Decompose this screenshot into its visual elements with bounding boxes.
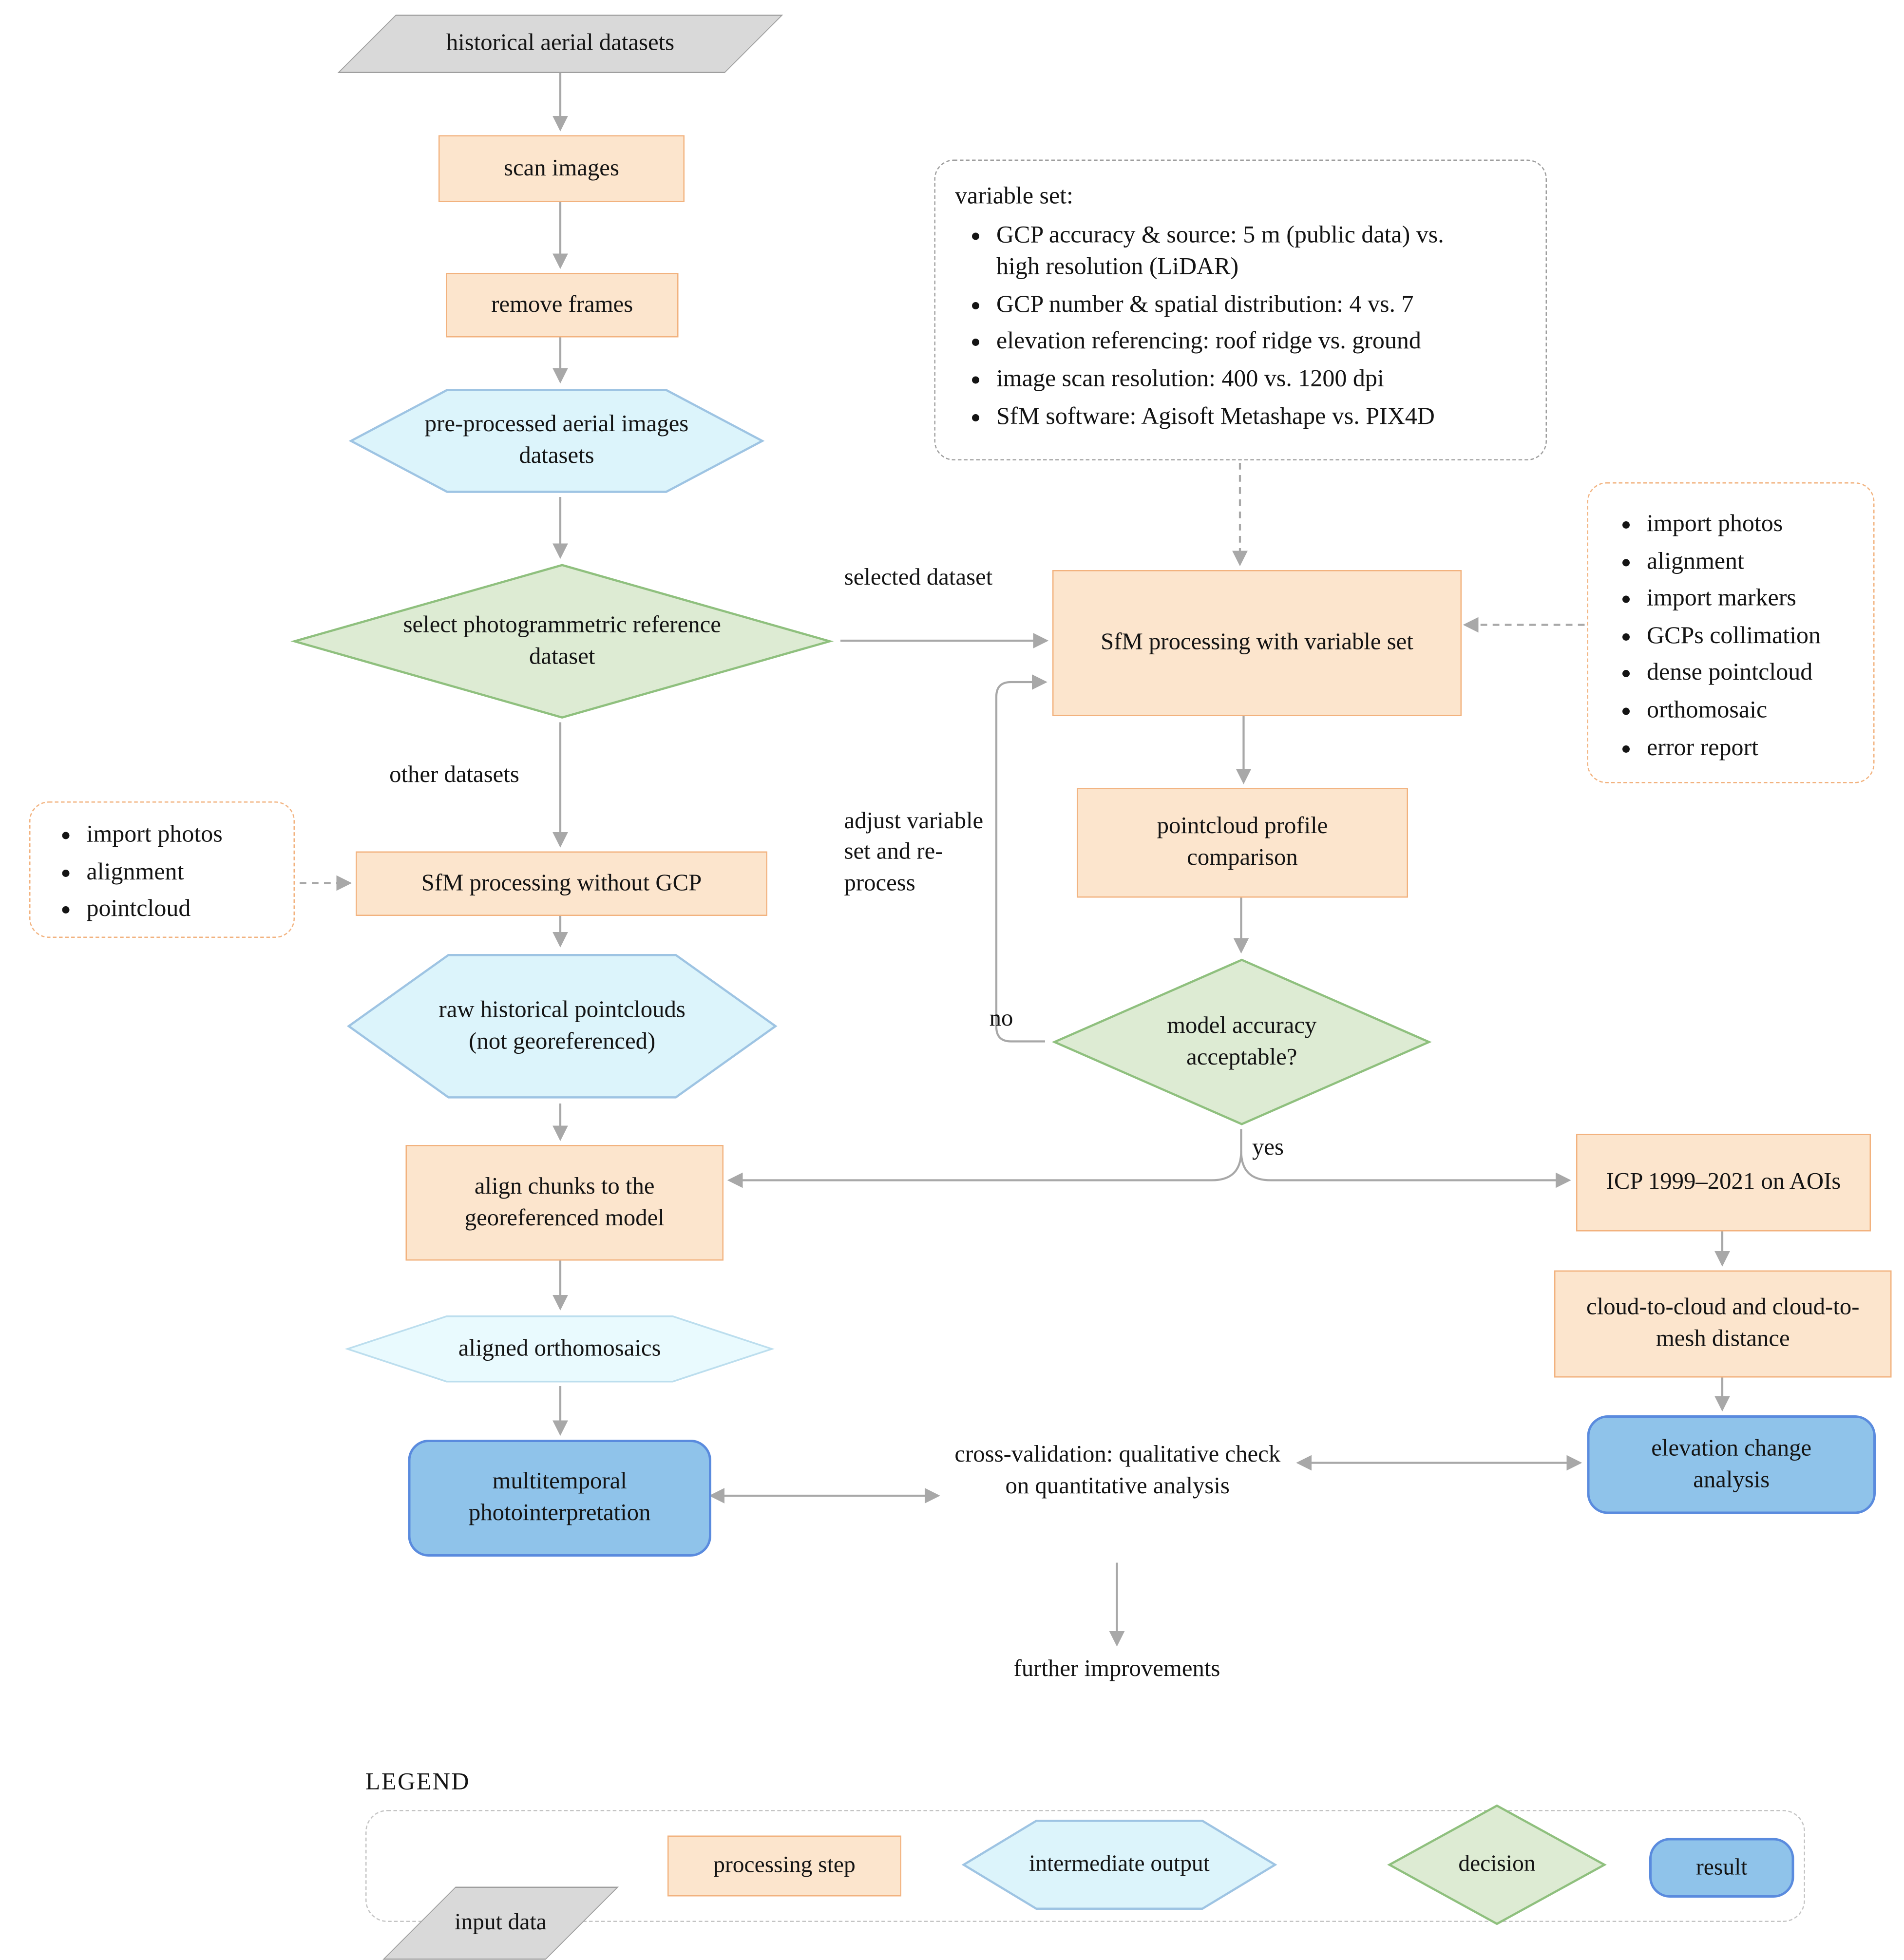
variable-set-list: [955, 219, 1492, 433]
node-label: cloud-to-cloud and cloud-to-mesh distance: [1586, 1295, 1860, 1352]
legend-item-intermediate-output: [960, 1819, 1279, 1911]
edge-label-adjust-variable-set: adjust variable set and re-process: [844, 809, 984, 896]
bullet-item: • alignment: [84, 856, 286, 888]
node-label: scan images: [504, 155, 619, 181]
node-decision-model-accuracy: [1049, 957, 1435, 1127]
variable-set-title: variable set:: [955, 183, 1073, 209]
sfm-steps-full-list: [1605, 508, 1864, 764]
bullet-item: • pointcloud: [84, 893, 286, 925]
node-process-align-chunks: [406, 1145, 724, 1261]
bullet-item: • GCPs collimation: [1644, 620, 1864, 652]
node-result-elevation-change: [1587, 1415, 1876, 1514]
node-process-remove-frames: [446, 273, 679, 338]
arrow-no-loop: [996, 682, 1045, 1042]
node-result-multitemporal: [408, 1440, 712, 1557]
legend-item-label: intermediate output: [1029, 1852, 1210, 1878]
bullet-item: • SfM software: Agisoft Metashape vs. PIX4D: [994, 400, 1492, 432]
bullet-item: • image scan resolution: 400 vs. 1200 dpi: [994, 363, 1492, 395]
bullet-item: • elevation referencing: roof ridge vs. ground: [994, 325, 1492, 358]
legend-item-processing-step: [667, 1836, 901, 1897]
node-decision-select-reference: [286, 563, 838, 720]
bullet-item: • import markers: [1644, 582, 1864, 614]
node-label: select photogrammetric reference dataset: [403, 612, 721, 669]
legend-item-label: result: [1695, 1855, 1748, 1881]
node-process-cloud-distance: [1554, 1271, 1892, 1378]
legend-item-label: input data: [455, 1910, 547, 1936]
node-output-raw-pointclouds: [343, 951, 781, 1102]
legend-item-label: decision: [1458, 1852, 1536, 1878]
node-input-historical-datasets: [325, 15, 796, 73]
annotation-sfm-steps-basic: [29, 801, 295, 938]
bullet-item: • orthomosaic: [1644, 694, 1864, 726]
edge-label-no: no: [989, 1006, 1013, 1032]
node-output-aligned-orthomosaics: [343, 1314, 778, 1384]
node-process-scan-images: [438, 135, 685, 203]
node-label: elevation change analysis: [1651, 1435, 1812, 1493]
node-label: align chunks to the georeferenced model: [464, 1174, 665, 1231]
node-label: historical aerial datasets: [446, 30, 675, 57]
legend-item-label: processing step: [713, 1853, 856, 1879]
legend-item-decision: [1386, 1804, 1608, 1926]
bullet-item: • error report: [1644, 731, 1864, 763]
node-process-pointcloud-profile: [1077, 788, 1408, 898]
node-label: multitemporal photointerpretation: [468, 1469, 651, 1526]
bullet-item: • import photos: [84, 818, 286, 851]
legend-title: LEGEND: [365, 1769, 470, 1795]
sfm-steps-basic-list: [45, 818, 286, 925]
node-label: model accuracy acceptable?: [1167, 1013, 1317, 1070]
edge-label-yes: yes: [1252, 1135, 1284, 1161]
annotation-variable-set: [934, 160, 1547, 461]
arrow-yes-fork-left: [730, 1129, 1241, 1180]
node-label: remove frames: [491, 292, 633, 318]
text-further-improvements: further improvements: [1013, 1656, 1220, 1682]
node-label: pre-processed aerial images datasets: [424, 412, 689, 469]
bullet-item: • GCP accuracy & source: 5 m (public data) vs. high resolution (LiDAR): [994, 219, 1492, 284]
edge-label-selected-dataset: selected dataset: [844, 565, 993, 591]
annotation-sfm-steps-full: [1587, 482, 1875, 783]
bullet-item: • import photos: [1644, 508, 1864, 540]
node-label: aligned orthomosaics: [458, 1335, 661, 1362]
node-process-sfm-with-variable-set: [1052, 570, 1462, 716]
bullet-item: • GCP number & spatial distribution: 4 vs. 7: [994, 288, 1492, 321]
node-label: SfM processing with variable set: [1101, 629, 1413, 656]
node-label: SfM processing without GCP: [421, 870, 702, 896]
node-label: ICP 1999–2021 on AOIs: [1606, 1169, 1841, 1195]
legend-item-result: [1649, 1838, 1794, 1898]
node-label: pointcloud profile comparison: [1157, 814, 1328, 871]
legend-item-input-data: [373, 1887, 628, 1960]
node-output-preprocessed-datasets: [346, 387, 767, 495]
node-label: raw historical pointclouds (not georeferenced): [438, 997, 685, 1054]
node-process-icp: [1576, 1134, 1871, 1232]
node-process-sfm-without-gcp: [356, 852, 767, 916]
edge-label-other-datasets: other datasets: [389, 762, 519, 788]
text-cross-validation: cross-validation: qualitative check on quantitative analysis: [954, 1442, 1281, 1499]
bullet-item: • alignment: [1644, 545, 1864, 577]
bullet-item: • dense pointcloud: [1644, 657, 1864, 689]
